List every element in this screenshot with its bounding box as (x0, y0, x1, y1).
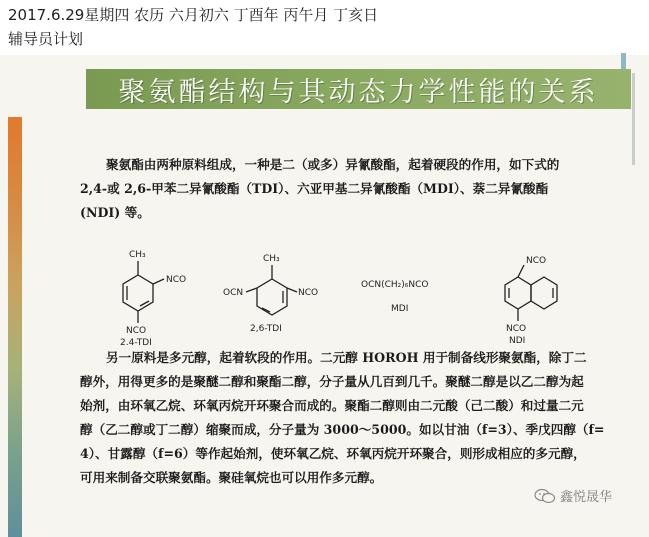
tdi24-substituent: CH₃ (129, 250, 146, 260)
tdi26-substituent: CH₃ (263, 254, 280, 264)
wechat-icon (534, 488, 556, 504)
watermark (534, 486, 612, 505)
paragraph-line: 另一原料是多元醇，起着软段的作用。二元醇 HOROH 用于制备线形聚氨酯，除丁二 (106, 350, 587, 365)
paragraph-line: 可用来制备交联聚氨酯。聚硅氧烷也可以用作多元醇。 (80, 470, 383, 485)
ndi-label: NDI (509, 336, 526, 345)
paragraph-line: (NDI) 等。 (80, 205, 150, 220)
paragraph-line: 醇外，用得更多的是聚醚二醇和聚酯二醇，分子量从几百到几千。聚醚二醇是以乙二醇为起 (80, 374, 584, 389)
tdi24-label: 2,4-TDI (120, 338, 152, 345)
subtitle-line: 辅导员计划 (8, 30, 84, 48)
chemical-structures (98, 245, 568, 345)
decorative-side-bar (8, 117, 22, 537)
paragraph-polyol (80, 346, 628, 490)
document-page (0, 55, 649, 537)
watermark-text: 鑫悦晟华 (560, 490, 613, 505)
date-line: 2017.6.29星期四 农历 六月初六 丁酉年 丙午月 丁亥日 (8, 6, 379, 24)
paragraph-line: 4）、甘露醇（f=6）等作起始剂，使环氧乙烷、环氧丙烷开环聚合，则形成相应的多元醇， (80, 446, 586, 461)
mdi-label: MDI (391, 304, 409, 314)
paragraph-line: 2,4-或 2,6-甲苯二异氰酸酯（TDI）、六亚甲基二异氰酸酯（MDI）、萘二异氰酸酯 (80, 181, 549, 196)
paragraph-diisocyanate (80, 153, 628, 225)
tdi26-nco-right: NCO (298, 288, 319, 298)
ndi-structure (505, 265, 557, 321)
decorative-stripe-secondary (632, 73, 635, 165)
ndi-nco-bottom: NCO (506, 324, 527, 334)
paragraph-line: 始剂，由环氧乙烷、环氧丙烷开环聚合而成的。聚酯二醇则由二元酸（己二酸）和过量二元 (80, 398, 584, 413)
ndi-nco-top: NCO (526, 256, 547, 266)
tdi24-nco-right: NCO (166, 275, 187, 285)
tdi24-nco-bottom: NCO (126, 326, 147, 336)
paragraph-line: 醇（乙二醇或丁二醇）缩聚而成，分子量为 3000～5000。如以甘油（f=3）、季戊四醇（f= (80, 422, 605, 437)
tdi24-structure (123, 261, 164, 323)
tdi26-structure (246, 265, 297, 315)
paragraph-line: 聚氨酯由两种原料组成，一种是二（或多）异氰酸酯，起着硬段的作用，如下式的 (106, 157, 560, 172)
document-title: 聚氨酯结构与其动态力学性能的关系 (118, 76, 599, 108)
mdi-formula: OCN(CH₂)₆NCO (361, 280, 429, 290)
title-banner (86, 69, 631, 109)
tdi26-label: 2,6-TDI (250, 324, 282, 334)
tdi26-ocn-left: OCN (223, 288, 244, 298)
